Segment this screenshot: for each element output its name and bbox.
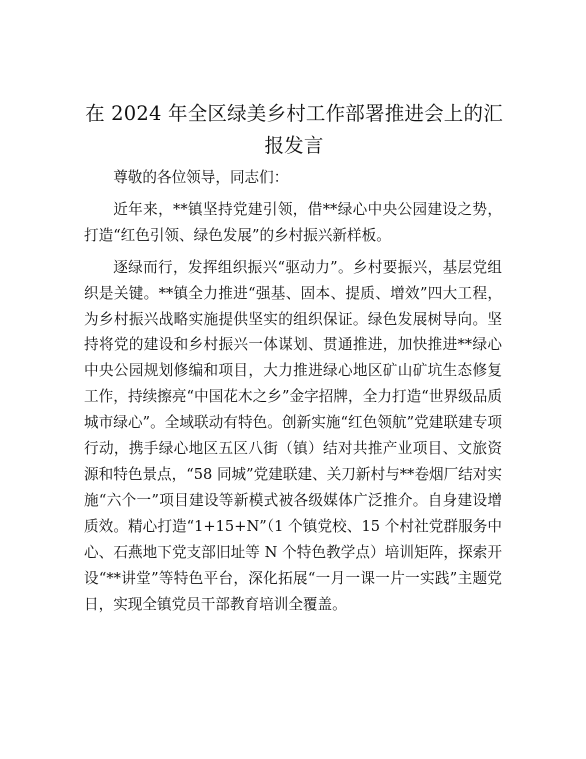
document-body: [84, 165, 502, 617]
document-title: 在 2024 年全区绿美乡村工作部署推进会上的汇报发言: [85, 102, 503, 157]
paragraph-organization: 逐绿而行，发挥组织振兴“驱动力”。乡村要振兴，基层党组织是关键。**镇全力推进“强基、固本、提质、增效”四大工程，为乡村振兴战略实施提供坚实的组织保证。绿色发展树导向。坚持将党的建设和乡村振兴一体谋划、贯通推进，加快推进**绿心中央公园规划修编和项目，大力推进绿心地区矿山矿坑生态修复工作，持续擦亮“中国花木之乡”金字招牌，全力打造“世界级品质城市绿心”。全域联动有特色。创新实施“红色领航”党建联建专项行动，携手绿心地区五区八街（镇）结对共推产业项目、文旅资源和特色景点，“58 同城”党建联建、关刀新村与**卷烟厂结对实施“六个一”项目建设等新模式被各级媒体广泛推介。自身建设增质效。精心打造“1+15+N”（1 个镇党校、15 个村社党群服务中心、石燕地下党支部旧址等 N 个特色教学点）培训矩阵，探索开设“**讲堂”等特色平台，深化拓展“一月一课一片一实践”主题党日，实现全镇党员干部教育培训全覆盖。: [84, 258, 502, 613]
salutation: 尊敬的各位领导，同志们：: [113, 169, 289, 186]
paragraph-intro: 近年来，**镇坚持党建引领，借**绿心中央公园建设之势，打造“红色引领、绿色发展”的乡村振兴新样板。: [84, 200, 502, 244]
